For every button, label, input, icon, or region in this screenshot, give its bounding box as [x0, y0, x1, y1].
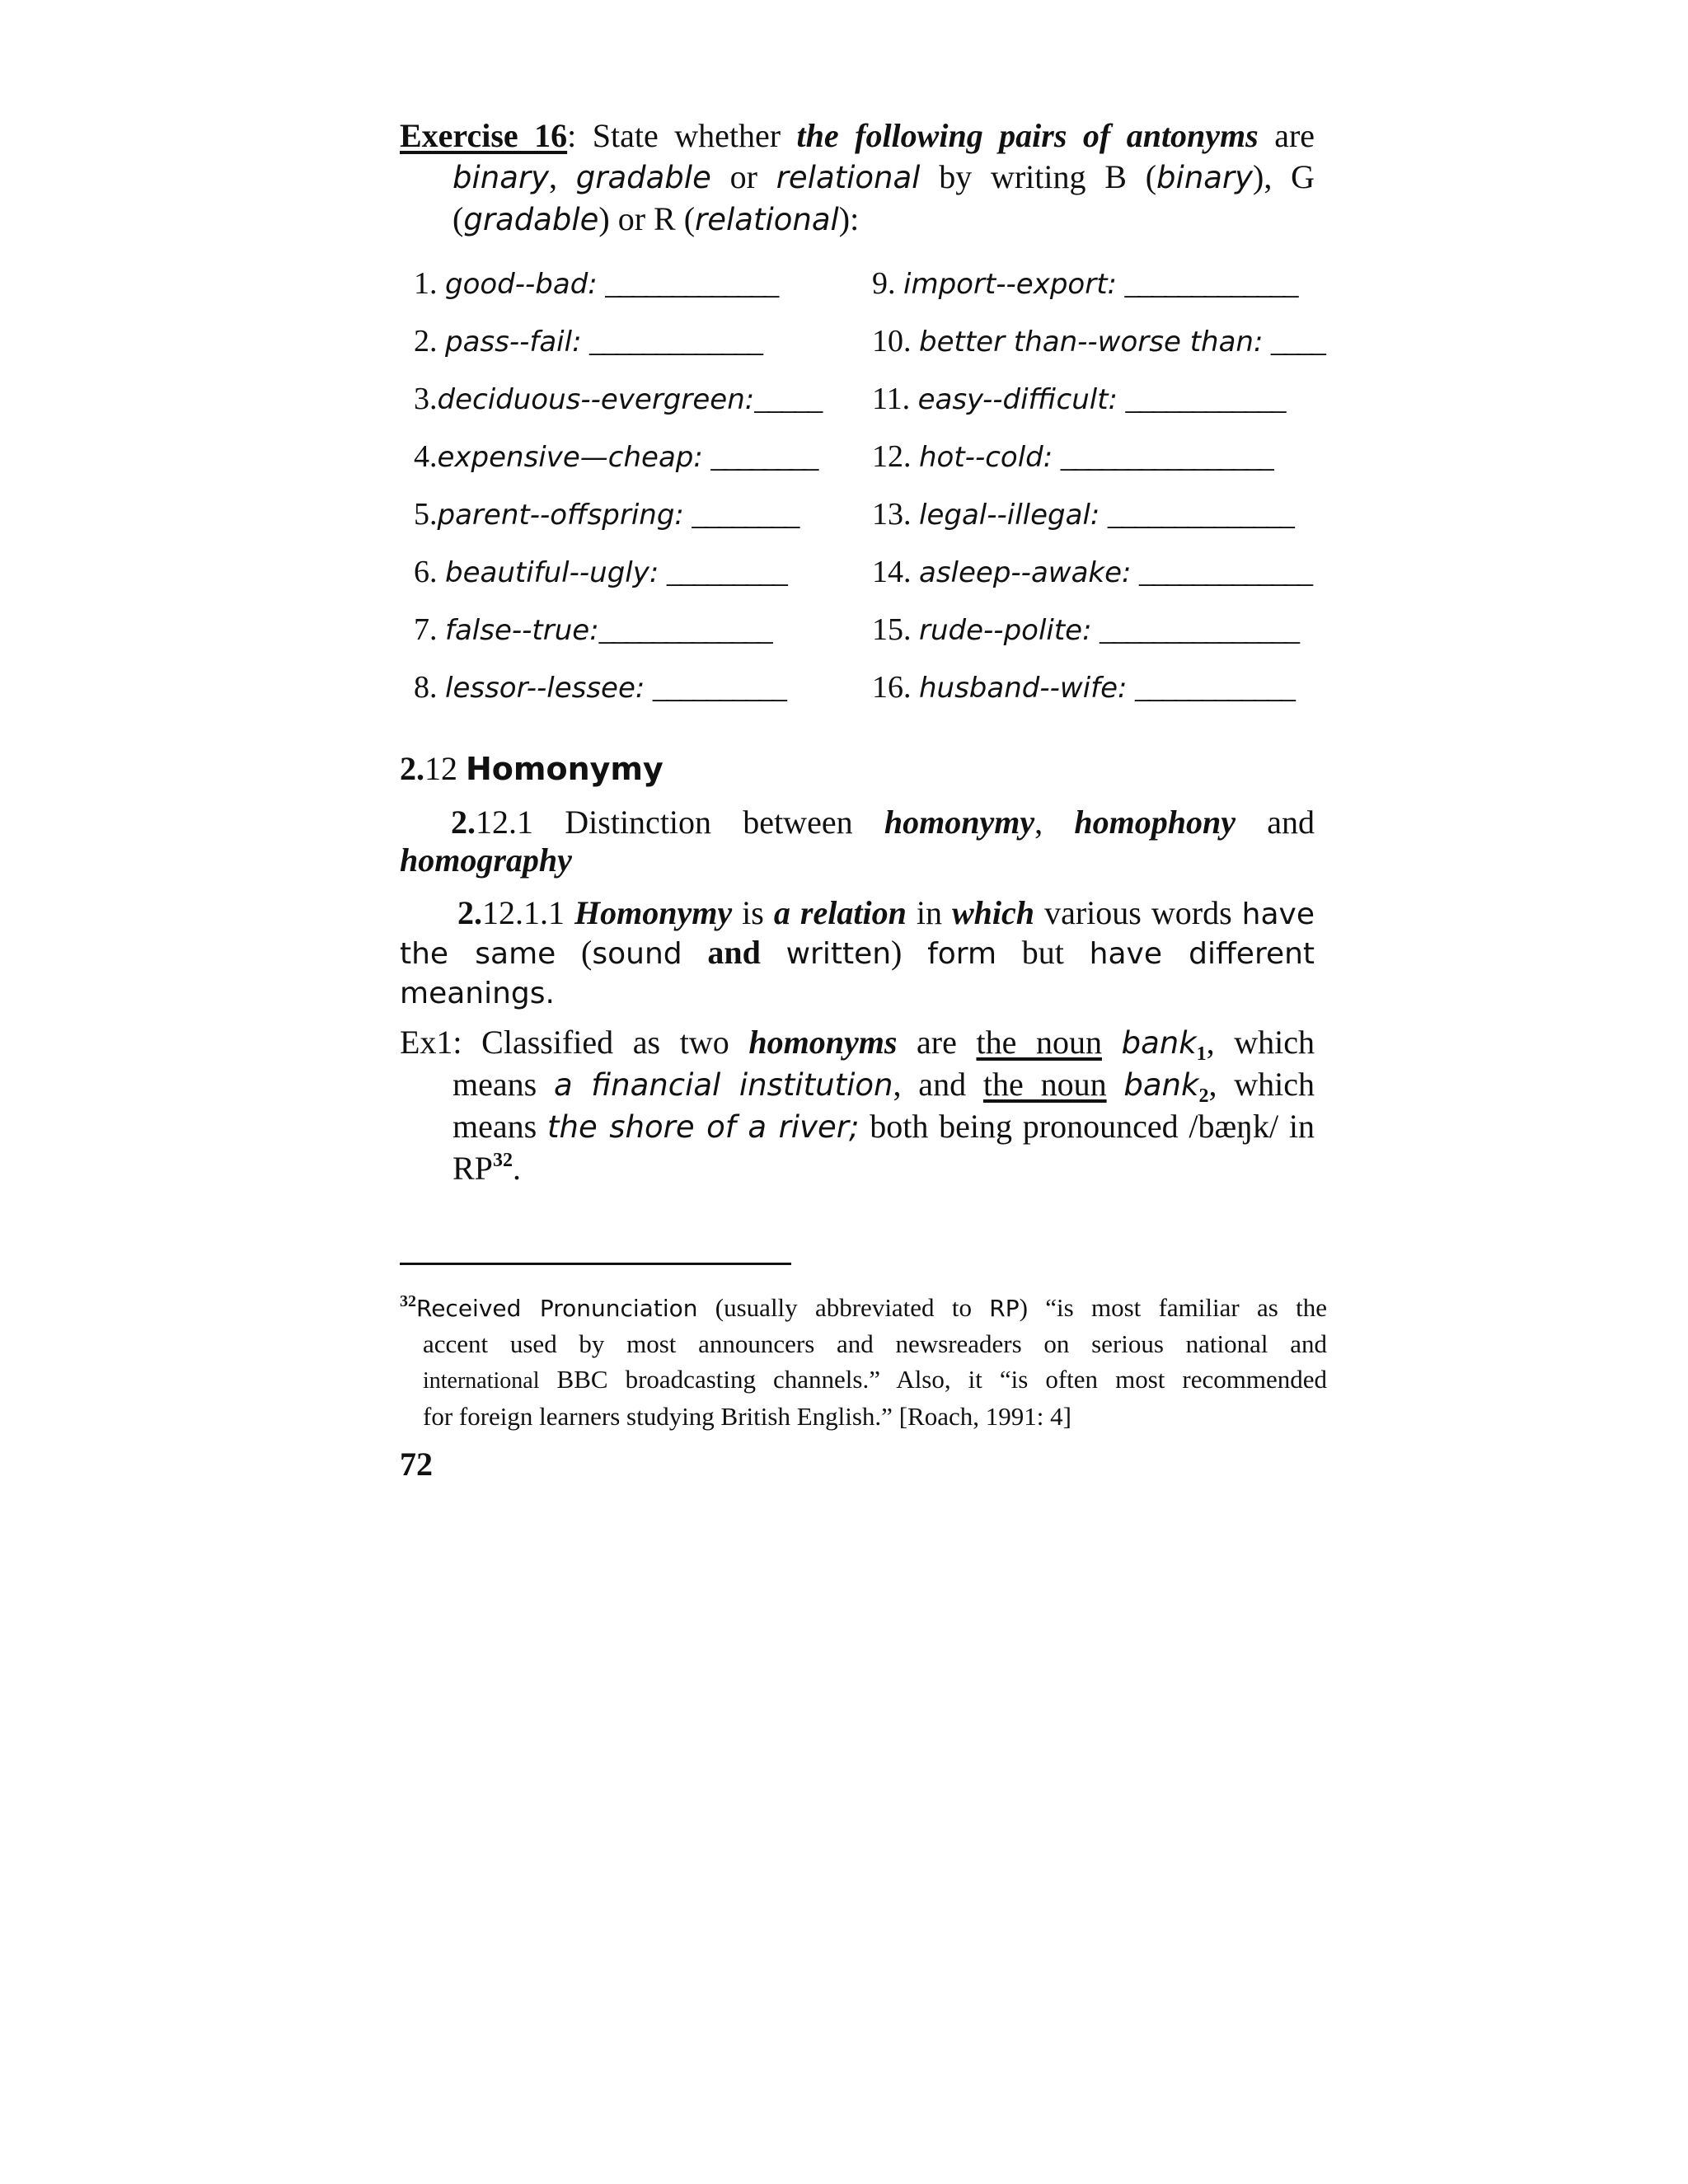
answer-blank: ______________: [1107, 497, 1292, 532]
exercise-item-2: 2. pass--fail: _____________: [414, 324, 762, 359]
answer-blank: ________________: [1060, 439, 1272, 474]
answer-blank: ________: [692, 497, 798, 532]
exercise-item-13: 13. legal--illegal: ______________: [872, 497, 1292, 532]
exercise-item-3: 3.deciduous--evergreen:_____: [414, 382, 821, 416]
answer-blank: ________: [710, 439, 817, 474]
answer-blank: _____________: [589, 324, 762, 359]
answer-blank: _____________: [1124, 266, 1296, 301]
answer-blank: ____: [1270, 324, 1324, 359]
footnote-ref-32[interactable]: 32: [492, 1150, 513, 1171]
exercise-item-11: 11. easy--difficult: ____________: [872, 382, 1284, 416]
footnote-32: $^{32}$Received Pronunciation (usually abbreviated to RP) “is most familiar as the accent used by most announcers and newsreaders on serious national and international BBC broadcasting channels.” Also, it “is often most recommended for foreign learners studying British English.” [Roach, 1991: 4]: [400, 1292, 1328, 1431]
answer-blank: _____________: [1139, 555, 1311, 589]
exercise-item-8: 8. lessor--lessee: __________: [414, 670, 785, 705]
exercise-item-4: 4.expensive—cheap: ________: [414, 439, 817, 474]
exercise-item-12: 12. hot--cold: ________________: [872, 439, 1272, 474]
homonymy-definition: 2.12.1.1 Homonymy is a relation in which various words have the same (sound and written) form but have different meanings.: [400, 894, 1315, 1010]
section-heading: 2.12 Homonymy: [400, 750, 663, 787]
exercise-item-9: 9. import--export: _____________: [872, 266, 1296, 301]
exercise-label: Exercise 16: [400, 117, 568, 154]
exercise-item-10: 10. better than--worse than: ____: [872, 324, 1324, 359]
exercise-item-16: 16. husband--wife: ____________: [872, 670, 1293, 705]
exercise-item-15: 15. rude--polite: _______________: [872, 612, 1298, 647]
answer-blank: _____________: [598, 612, 771, 647]
answer-blank: _________: [666, 555, 785, 589]
exercise-item-5: 5.parent--offspring: ________: [414, 497, 798, 532]
answer-blank: _____________: [605, 266, 777, 301]
exercise-item-1: 1. good--bad: _____________: [414, 266, 777, 301]
answer-blank: ____________: [1125, 382, 1284, 416]
footnote-divider: [400, 1263, 791, 1265]
example-1: Ex1: Classified as two homonyms are the noun bank$_1$, which means a financial institution, and the noun bank$_2$, which means the shore of a river; both being pronounced /bæŋk/ in RP$^{32}$.: [400, 1024, 1315, 1187]
answer-blank: __________: [652, 670, 785, 705]
exercise-item-7: 7. false--true:_____________: [414, 612, 771, 647]
answer-blank: ____________: [1135, 670, 1293, 705]
exercise-item-14: 14. asleep--awake: _____________: [872, 555, 1311, 589]
answer-blank: _______________: [1100, 612, 1298, 647]
subsection-heading: 2.12.1 Distinction between homonymy, homophony and homography: [400, 804, 1315, 879]
exercise-item-6: 6. beautiful--ugly: _________: [414, 555, 785, 589]
exercise-instructions: Exercise 16: State whether the following pairs of antonyms are binary, gradable or relational by writing B (binary), G (gradable) or R (relational):: [400, 117, 1315, 237]
page-number: 72: [400, 1446, 433, 1483]
answer-blank: _____: [754, 382, 821, 416]
